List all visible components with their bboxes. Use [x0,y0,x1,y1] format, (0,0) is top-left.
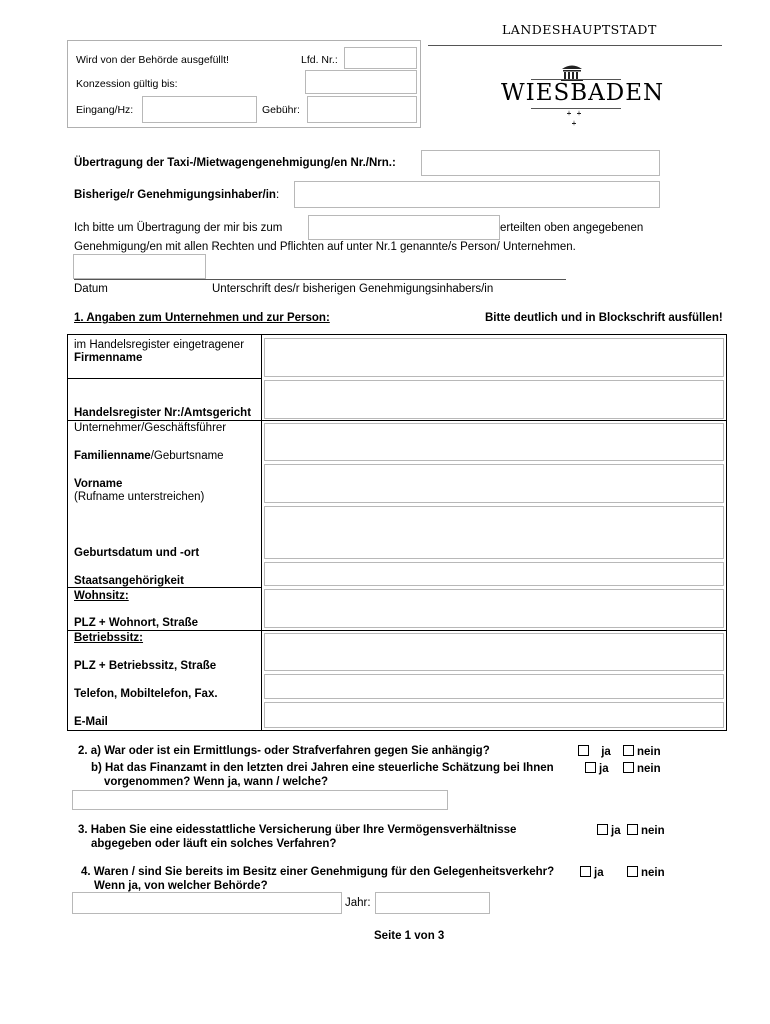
handelsregister-field[interactable] [264,380,724,419]
q3-ja-label: ja [611,825,621,837]
city-line2: WIESBADEN [501,80,665,106]
signature-label: Unterschrift des/r bisherigen Genehmigungsinhabers/in [212,283,494,295]
staat-field[interactable] [264,562,724,586]
table-row-line [67,630,727,631]
vorname-note: (Rufname unterstreichen) [74,491,205,503]
datum-field[interactable] [73,254,206,279]
telefon-label: Telefon, Mobiltelefon, Fax. [74,688,218,700]
q2b-nein[interactable] [623,762,661,775]
request-text-3: Genehmigung/en mit allen Rechten und Pflichten auf unter Nr.1 genannte/s Person/ Unternehmen. [74,241,576,253]
geburt-field[interactable] [264,506,724,559]
betriebssitz-field[interactable] [264,633,724,671]
wohnsitz-field[interactable] [264,589,724,628]
lilies-icon [564,108,584,132]
vorname-field[interactable] [264,464,724,503]
q3-ja-checkbox[interactable] [597,824,608,835]
prev-holder-label [74,189,279,201]
q2b-nein-label: nein [637,763,661,775]
q2a-nein-label: nein [637,746,661,758]
lfd-label: Lfd. Nr.: [301,54,338,66]
eingang-field[interactable] [142,96,257,123]
firmenname-field[interactable] [264,338,724,377]
telefon-field[interactable] [264,674,724,699]
geburt-label: Geburtsdatum und -ort [74,547,200,559]
section1-title: 1. Angaben zum Unternehmen und zur Person: [74,312,330,324]
q3-text-2: abgegeben oder läuft ein solches Verfahren? [91,838,337,850]
q3-nein-label: nein [641,825,665,837]
q2a-ja[interactable] [578,745,611,758]
q4-nein[interactable] [627,866,665,879]
q2b-nein-checkbox[interactable] [623,762,634,773]
lfd-field[interactable] [344,47,417,69]
q2a-ja-label: ja [601,746,611,758]
vorname-label: Vorname [74,478,123,490]
wohnsitz-label: Wohnsitz: [74,590,129,602]
table-row-line [67,420,727,421]
q2b-text-1: b) Hat das Finanzamt in den letzten drei Jahren eine steuerliche Schätzung bei Ihnen [91,762,554,774]
konzession-field[interactable] [305,70,417,94]
wohnsitz-detail: PLZ + Wohnort, Straße [74,617,199,629]
prev-holder-field[interactable] [294,181,660,208]
table-divider [261,334,262,731]
header-rule [428,45,722,46]
q4-nein-label: nein [641,867,665,879]
q2a-ja-checkbox[interactable] [578,745,589,756]
handelsregister-label: Handelsregister Nr:/Amtsgericht [74,407,252,419]
q2a-text: 2. a) War oder ist ein Ermittlungs- oder Strafverfahren gegen Sie anhängig? [78,745,490,757]
table-row-line [67,378,261,379]
request-text-2: erteilten oben angegebenen [500,222,644,234]
familienname-label [74,450,224,463]
gebuehr-label: Gebühr: [262,104,300,116]
email-label: E-Mail [74,716,108,728]
q4-ja-label: ja [594,867,604,879]
eingang-label: Eingang/Hz: [76,104,134,116]
familienname-rest: /Geburtsname [150,450,224,462]
office-note: Wird von der Behörde ausgefüllt! [76,54,229,66]
jahr-field[interactable] [375,892,490,914]
datum-label: Datum [74,283,108,295]
page-number: Seite 1 von 3 [374,930,445,942]
q4-ja-checkbox[interactable] [580,866,591,877]
prev-holder-colon: : [275,189,280,201]
q2b-ja[interactable] [585,762,609,775]
q4-authority-field[interactable] [72,892,342,914]
q3-nein[interactable] [627,824,665,837]
unternehmer-label: Unternehmer/Geschäftsführer [74,422,227,434]
q3-nein-checkbox[interactable] [627,824,638,835]
q4-ja[interactable] [580,866,604,879]
email-field[interactable] [264,702,724,728]
valid-until-field[interactable] [308,215,500,240]
q3-ja[interactable] [597,824,621,837]
q2b-ja-label: ja [599,763,609,775]
familienname-field[interactable] [264,423,724,461]
staat-label: Staatsangehörigkeit [74,575,184,587]
familienname-bold: Familienname [74,450,151,462]
firma-label-1: im Handelsregister eingetragener [74,339,245,351]
jahr-label: Jahr: [345,897,371,909]
q2a-nein-checkbox[interactable] [623,745,634,756]
firma-label-2: Firmenname [74,352,143,364]
genehmigung-nr-field[interactable] [421,150,660,176]
q3-text-1: 3. Haben Sie eine eidesstattliche Versicherung über Ihre Vermögensverhältnisse [78,824,517,836]
city-line1: LANDESHAUPTSTADT [502,22,657,37]
transfer-title: Übertragung der Taxi-/Mietwagengenehmigung/en Nr./Nrn.: [74,157,396,169]
q4-text-2: Wenn ja, von welcher Behörde? [94,880,268,892]
q2b-text-2: vorgenommen? Wenn ja, wann / welche? [104,776,329,788]
signature-line [74,279,566,280]
request-text-1: Ich bitte um Übertragung der mir bis zum [74,222,283,234]
section1-note: Bitte deutlich und in Blockschrift ausfüllen! [485,312,723,324]
q2b-ja-checkbox[interactable] [585,762,596,773]
konzession-label: Konzession gültig bis: [76,78,178,90]
q4-nein-checkbox[interactable] [627,866,638,877]
betriebssitz-detail: PLZ + Betriebssitz, Straße [74,660,217,672]
betriebssitz-label: Betriebssitz: [74,632,144,644]
q2a-nein[interactable] [623,745,661,758]
prev-holder-label-text: Bisherige/r Genehmigungsinhaber/in [74,189,276,201]
q4-text-1: 4. Waren / sind Sie bereits im Besitz einer Genehmigung für den Gelegenheitsverkehr? [81,866,555,878]
q2b-answer-field[interactable] [72,790,448,810]
gebuehr-field[interactable] [307,96,417,123]
